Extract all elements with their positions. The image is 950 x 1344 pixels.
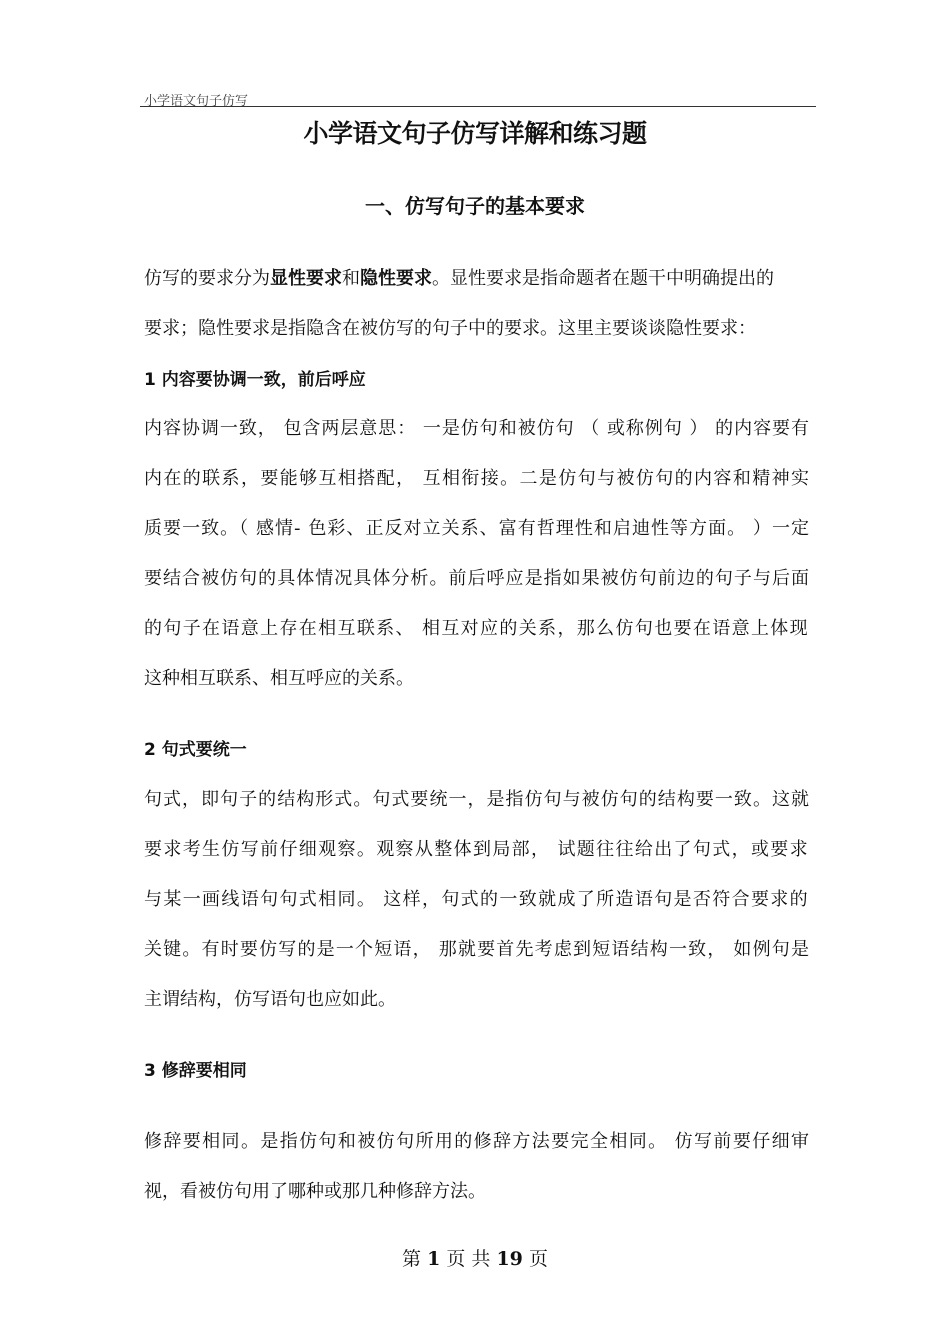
page-number: 1 — [427, 1248, 441, 1270]
text-run: 。显性要求是指命题者在题干中明确提出的 — [432, 268, 774, 289]
bold-run: 隐性要求 — [360, 268, 432, 289]
paragraph-line: 要求；隐性要求是指隐含在被仿写的句子中的要求。这里主要谈谈隐性要求： — [144, 318, 756, 339]
page-footer — [0, 1244, 950, 1271]
text-run: 和 — [342, 268, 360, 289]
paragraph-line: 的句子在语意上存在相互联系、 相互对应的关系，那么仿句也要在语意上体现 — [144, 618, 809, 639]
paragraph-line: 关键。有时要仿写的是一个短语， 那就要首先考虑到短语结构一致， 如例句是 — [144, 939, 811, 960]
header-rule — [140, 106, 816, 107]
footer-text: 页 共 — [446, 1248, 491, 1270]
subheading-content-coherence: 1 内容要协调一致，前后呼应 — [144, 370, 366, 390]
paragraph-line — [144, 266, 809, 292]
subheading-rhetoric: 3 修辞要相同 — [144, 1061, 247, 1081]
running-header: 小学语文句子仿写 — [144, 94, 249, 109]
paragraph-line: 视，看被仿句用了哪种或那几种修辞方法。 — [144, 1181, 486, 1202]
paragraph-line: 主谓结构，仿写语句也应如此。 — [144, 989, 396, 1010]
total-pages: 19 — [496, 1248, 523, 1270]
bold-run: 显性要求 — [270, 268, 342, 289]
document-title: 小学语文句子仿写详解和练习题 — [303, 119, 647, 148]
paragraph-line: 内容协调一致， 包含两层意思： 一是仿句和被仿句 （ 或称例句 ） 的内容要有 — [144, 418, 810, 439]
text-run: 仿写的要求分为 — [144, 268, 270, 289]
paragraph-line: 与某一画线语句句式相同。 这样，句式的一致就成了所造语句是否符合要求的 — [144, 889, 809, 910]
paragraph-line: 质要一致。（ 感情- 色彩、正反对立关系、富有哲理性和启迪性等方面。 ）一定 — [144, 518, 811, 539]
paragraph-line: 要结合被仿句的具体情况具体分析。前后呼应是指如果被仿句前边的句子与后面 — [144, 568, 811, 589]
footer-text: 第 — [402, 1248, 422, 1270]
subheading-sentence-pattern: 2 句式要统一 — [144, 740, 247, 760]
section-heading: 一、仿写句子的基本要求 — [365, 194, 585, 218]
paragraph-line: 这种相互联系、相互呼应的关系。 — [144, 668, 414, 689]
paragraph-line: 句式，即句子的结构形式。句式要统一，是指仿句与被仿句的结构要一致。这就 — [144, 789, 811, 810]
paragraph-line: 修辞要相同。是指仿句和被仿句所用的修辞方法要完全相同。 仿写前要仔细审 — [144, 1131, 811, 1152]
paragraph-line: 内在的联系，要能够互相搭配， 互相衔接。二是仿句与被仿句的内容和精神实 — [144, 468, 811, 489]
footer-text: 页 — [528, 1248, 548, 1270]
paragraph-line: 要求考生仿写前仔细观察。观察从整体到局部， 试题往往给出了句式，或要求 — [144, 839, 809, 860]
